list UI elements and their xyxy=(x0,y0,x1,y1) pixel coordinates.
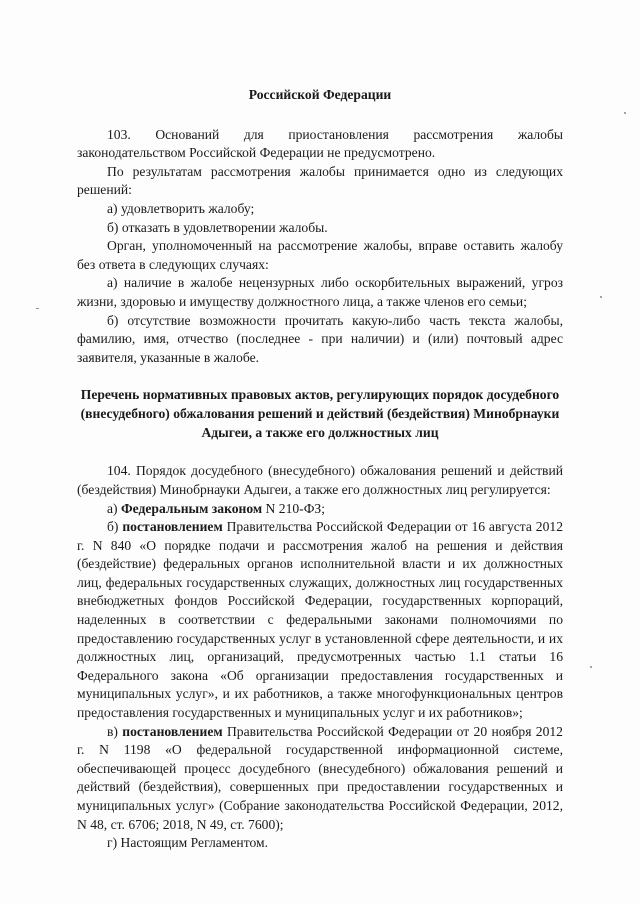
paragraph-no-answer: Орган, уполномоченный на рассмотрение жалобы, вправе оставить жалобу без ответа в следующих случаях: xyxy=(77,238,563,272)
spacer xyxy=(77,367,563,385)
item-a-text: N 210-ФЗ; xyxy=(262,500,326,516)
paragraph-104: 104. Порядок досудебного (внесудебного) обжалования решений и действий (бездействия) Минобрнауки Адыгеи, а также его должностных лиц регулируется: xyxy=(77,463,563,497)
page-heading: Российской Федерации xyxy=(248,87,392,102)
item-b-prefix: б) xyxy=(107,519,123,535)
scan-speck xyxy=(600,296,602,298)
paragraph-unreadable: б) отсутствие возможности прочитать какую-либо часть текста жалобы, фамилию, имя, отчество (последнее - при наличии) и (или) почтовый адрес заявителя, указанные в жалобе. xyxy=(77,312,563,365)
item-v-prefix: в) xyxy=(107,723,123,739)
paragraph-103: 103. Оснований для приостановления рассмотрения жалобы законодательством Российской Федерации не предусмотрено. xyxy=(77,126,563,161)
paragraph-refuse: б) отказать в удовлетворении жалобы. xyxy=(107,219,328,235)
list-item-a xyxy=(77,500,563,519)
document-body xyxy=(77,86,563,853)
paragraph-obscene: а) наличие в жалобе нецензурных либо оскорбительных выражений, угроз жизни, здоровью и имуществу должностного лица, а также членов его семьи; xyxy=(77,275,563,309)
scan-speck xyxy=(624,112,626,114)
list-item-g: г) Настоящим Регламентом. xyxy=(107,835,269,851)
scan-speck xyxy=(590,666,592,668)
list-item-v xyxy=(77,723,563,835)
list-item-b xyxy=(77,518,563,723)
item-v-text: Правительства Российской Федерации от 20 ноября 2012 г. N 1198 «О федеральной государственной информационной системе, обеспечивающей процесс досудебного (внесудебного) обжалования решений и действий (бездействия), совершенных при предоставлении государственных и муниципальных услуг» (Собрание законодательства Российской Федерации, 2012, N 48, ст. 6706; 2018, N 49, ст. 7600); xyxy=(77,723,563,832)
item-a-bold: Федеральным законом xyxy=(120,500,263,516)
item-b-text: Правительства Российской Федерации от 16 августа 2012 г. N 840 «О порядке подачи и рассмотрения жалоб на решения и действия (бездействие) федеральных органов исполнительной власти и их должностных лиц, федеральных государственных служащих, должностных лиц государственных внебюджетных фондов Российской Федерации, государственных корпораций, наделенных в соответствии с федеральными законами полномочиями по предоставлению государственных услуг в установленной сфере деятельности, и их должностных лиц, организаций, предусмотренных частью 1.1 статьи 16 Федерального закона «Об организации предоставления государственных и муниципальных услуг», и их работников, а также многофункциональных центров предоставления государственных и муниципальных услуг и их работников»; xyxy=(77,519,563,721)
item-b-bold: постановлением xyxy=(122,519,223,535)
item-v-bold: постановлением xyxy=(122,723,223,739)
paragraph-decisions: По результатам рассмотрения жалобы принимается одно из следующих решений: xyxy=(77,163,563,198)
scan-speck xyxy=(36,308,39,309)
paragraph-satisfy: а) удовлетворить жалобу; xyxy=(107,200,255,216)
section-title: Перечень нормативных правовых актов, регулирующих порядок досудебного (внесудебного) обжалования решений и действий (бездействия) Минобрнауки Адыгеи, а также его должностных лиц xyxy=(80,387,560,441)
item-a-prefix: а) xyxy=(107,500,121,516)
spacer xyxy=(77,442,563,462)
